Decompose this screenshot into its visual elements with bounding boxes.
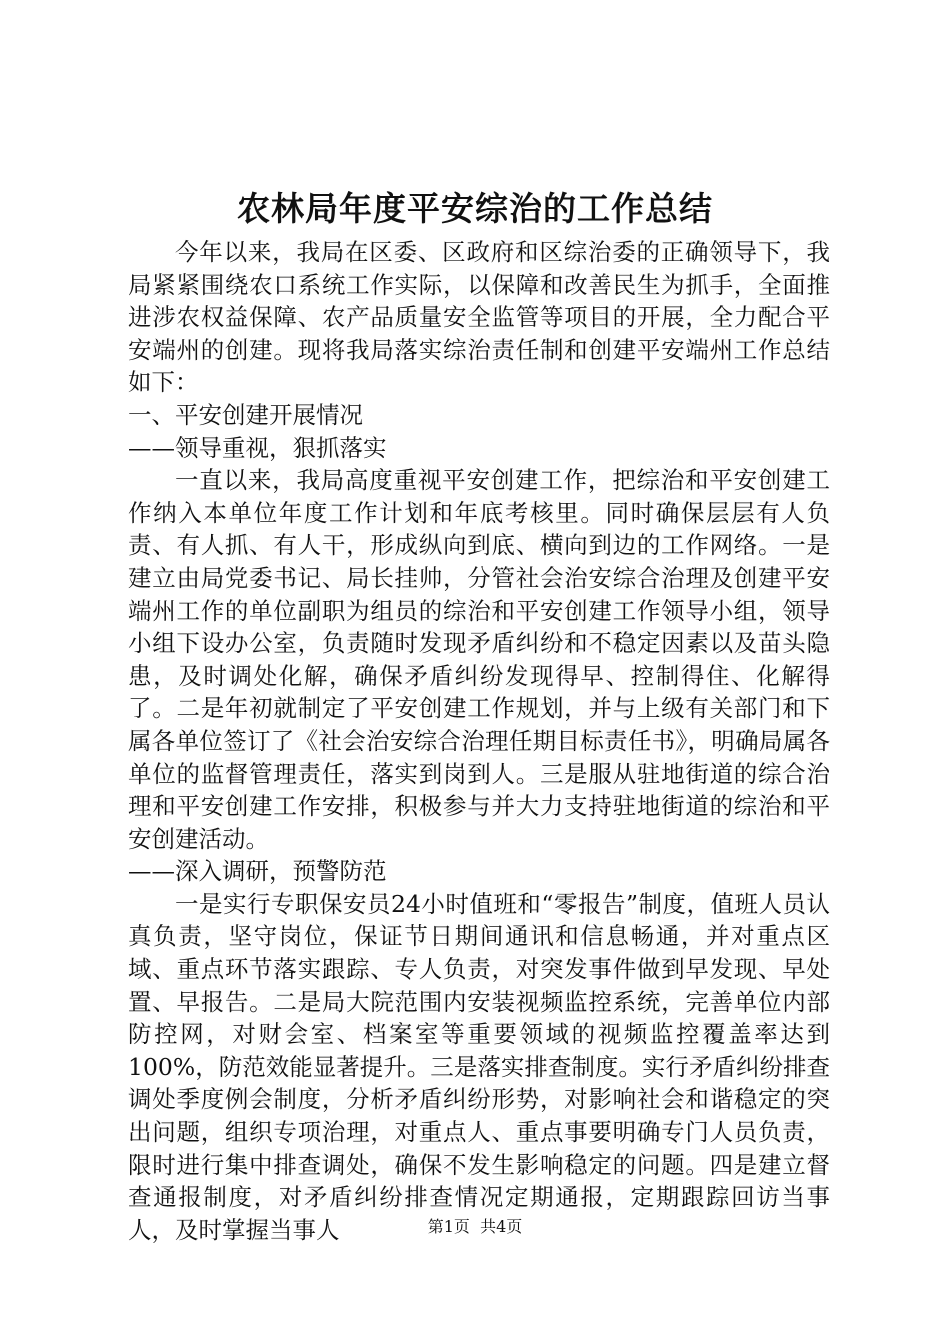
body-paragraph: 一是实行专职保安员24小时值班和“零报告”制度，值班人员认真负责，坚守岗位，保证节日期间通讯和信息畅通，并对重点区域、重点环节落实跟踪、专人负责，对突发事件做到早发现、早处置、早报告。二是局大院范围内安装视频监控系统，完善单位内部防控网，对财会室、档案室等重要领域的视频监控覆盖率达到100%，防范效能显著提升。三是落实排查制度。实行矛盾纠纷排查调处季度例会制度，分析矛盾纠纷形势，对影响社会和谐稳定的突出问题，组织专项治理，对重点人、重点事要明确专门人员负责，限时进行集中排查调处，确保不发生影响稳定的问题。四是建立督查通报制度，对矛盾纠纷排查情况定期通报，定期跟踪回访当事人，及时掌握当事人	[128, 889, 830, 1244]
subsection-heading: ——领导重视，狠抓落实	[128, 433, 387, 462]
body-paragraph: 一直以来，我局高度重视平安创建工作，把综治和平安创建工作纳入本单位年度工作计划和年底考核里。同时确保层层有人负责、有人抓、有人干，形成纵向到底、横向到边的工作网络。一是建立由局党委书记、局长挂帅，分管社会治安综合治理及创建平安端州工作的单位副职为组员的综治和平安创建工作领导小组，领导小组下设办公室，负责随时发现矛盾纠纷和不稳定因素以及苗头隐患，及时调处化解，确保矛盾纠纷发现得早、控制得住、化解得了。二是年初就制定了平安创建工作规划，并与上级有关部门和下属各单位签订了《社会治安综合治理任期目标责任书》，明确局属各单位的监督管理责任，落实到岗到人。三是服从驻地街道的综合治理和平安创建工作安排，积极参与并大力支持驻地街道的综治和平安创建活动。	[128, 466, 830, 853]
section-heading: 一、平安创建开展情况	[128, 400, 363, 429]
document-title: 农林局年度平安综治的工作总结	[237, 189, 713, 228]
page-number: 第1页 共4页	[427, 1217, 523, 1236]
page-footer	[0, 1216, 950, 1238]
subsection-heading: ——深入调研，预警防范	[128, 857, 387, 886]
document-body	[128, 236, 830, 1246]
intro-paragraph: 今年以来，我局在区委、区政府和区综治委的正确领导下，我局紧紧围绕农口系统工作实际，以保障和改善民生为抓手，全面推进涉农权益保障、农产品质量安全监管等项目的开展，全力配合平安端州的创建。现将我局落实综治责任制和创建平安端州工作总结如下：	[128, 238, 830, 397]
